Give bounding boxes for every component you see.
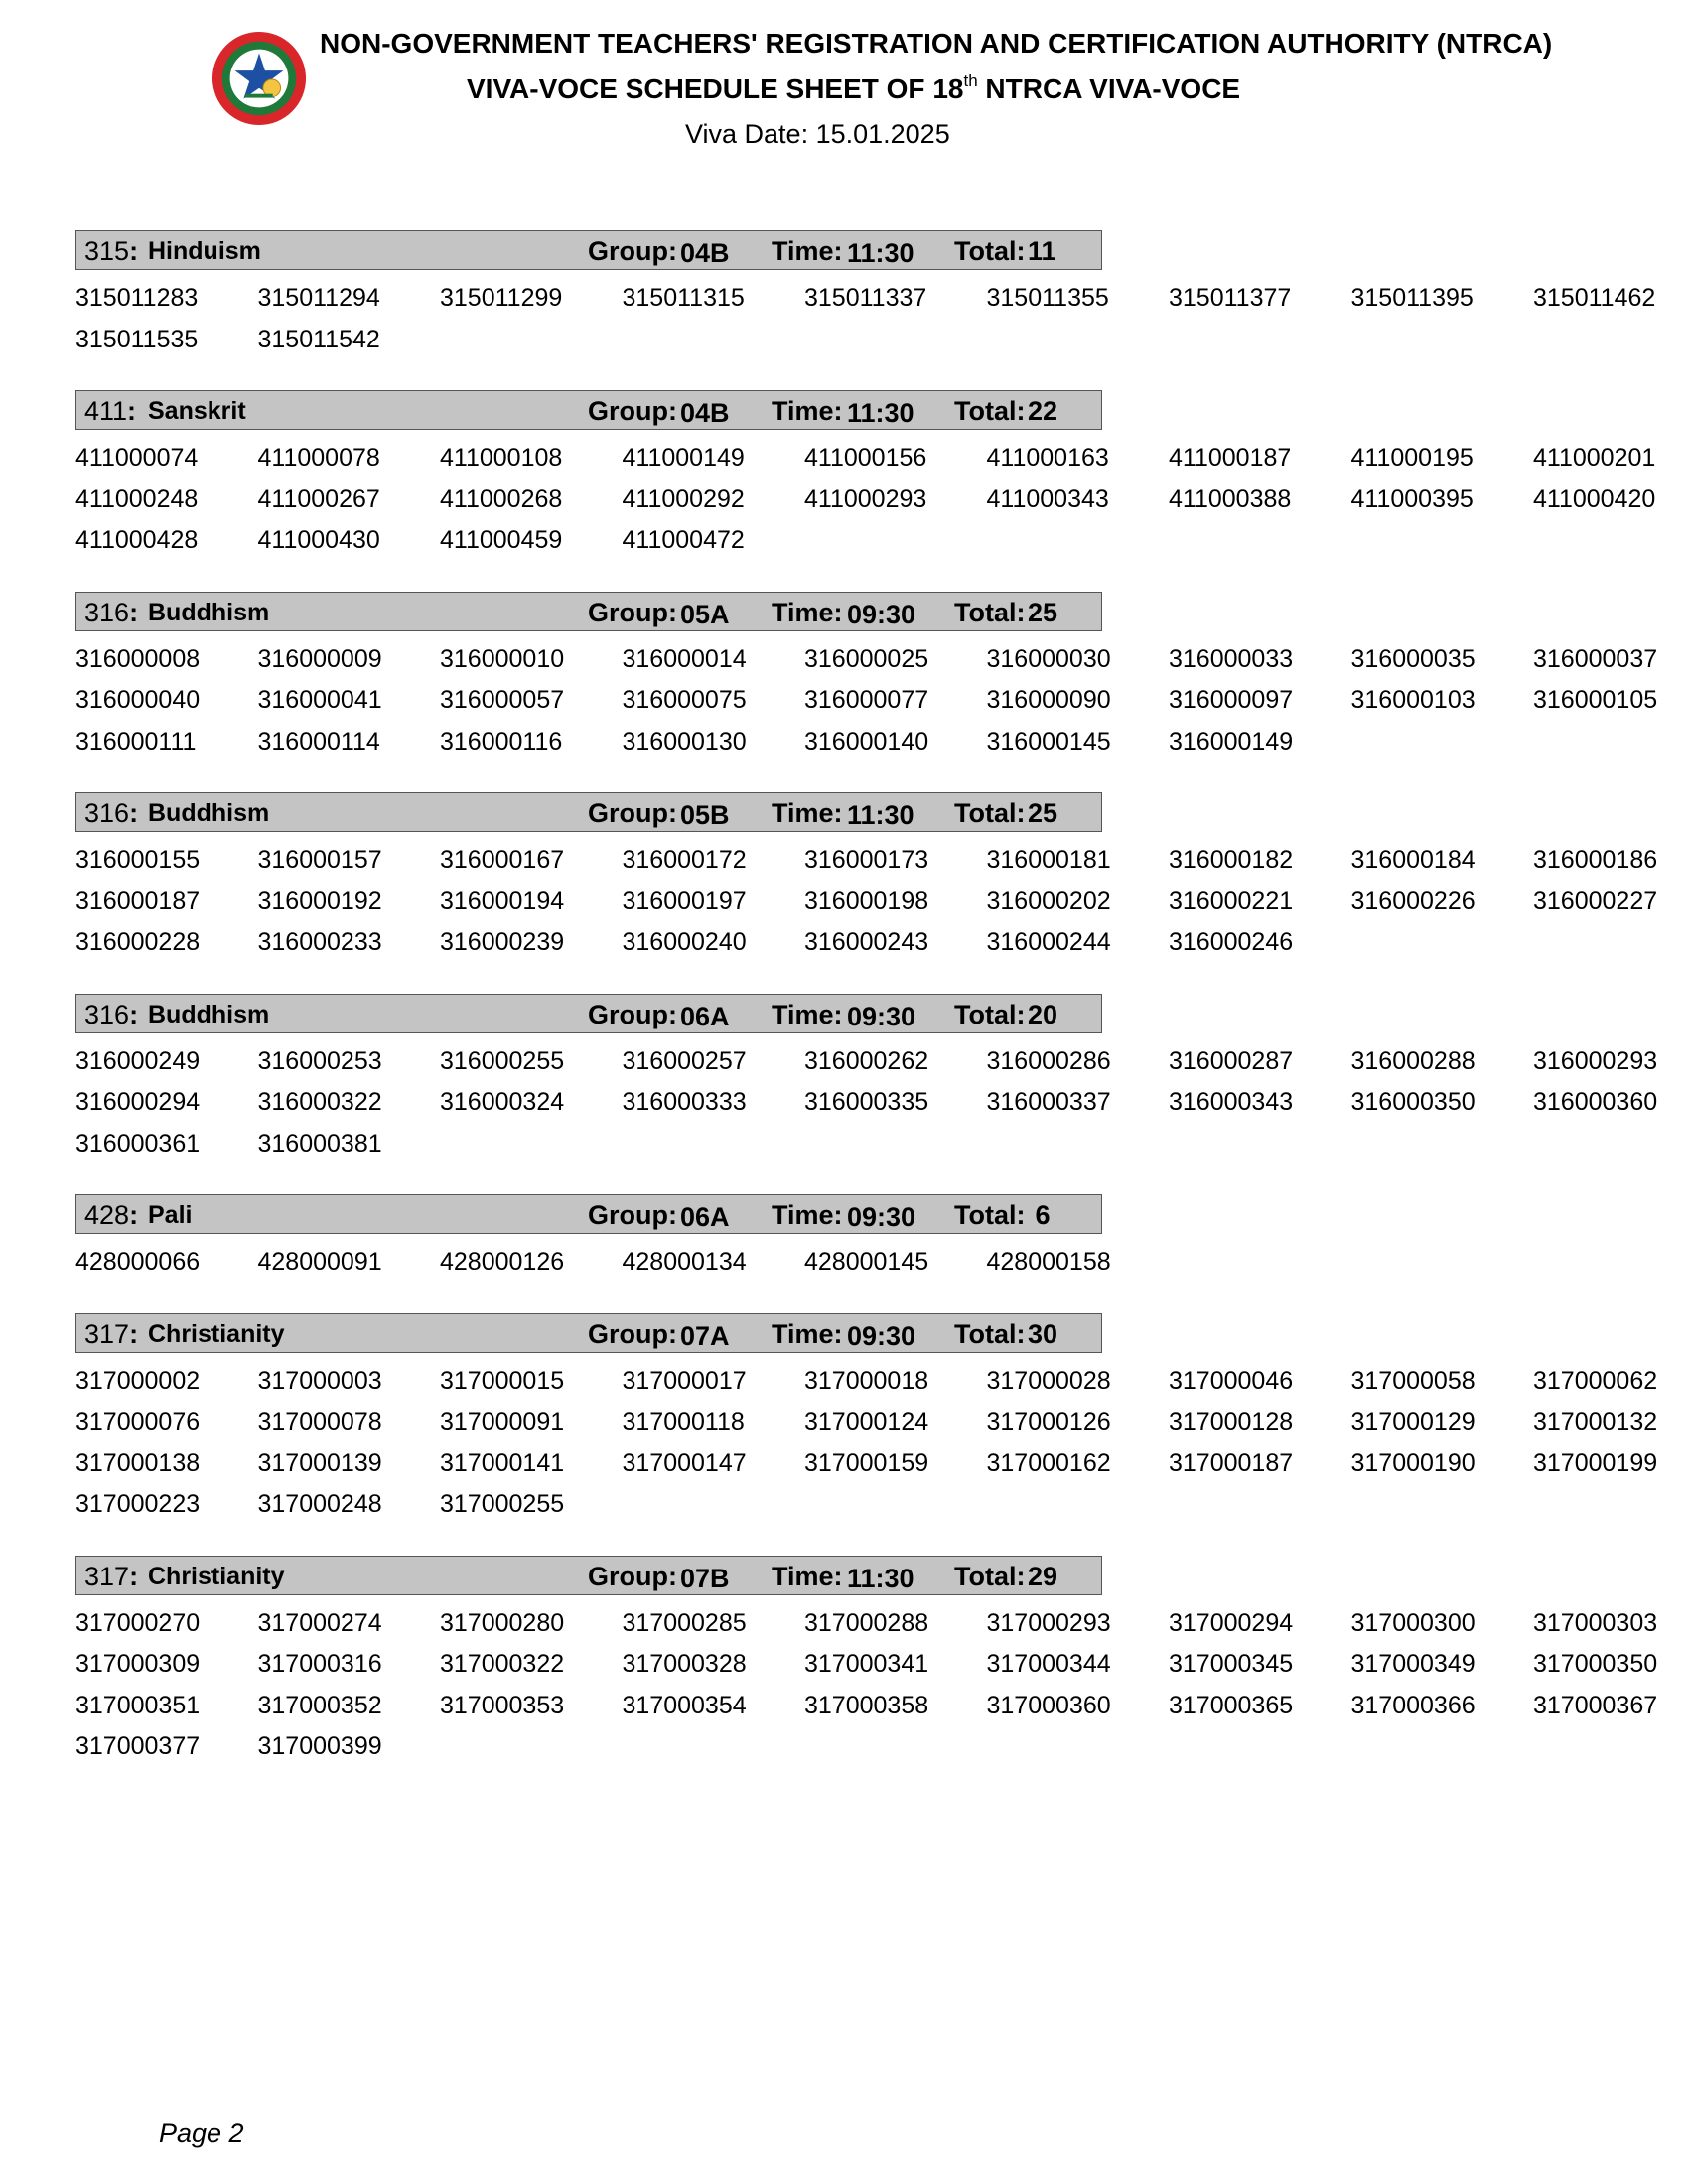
subject-code-wrap [84, 236, 138, 267]
roll-number: 411000248 [75, 484, 199, 513]
roll-number: 317000159 [804, 1448, 929, 1477]
time-value: 11:30 [847, 398, 914, 428]
roll-number: 315011535 [75, 325, 199, 353]
total-value: 6 [1028, 1200, 1051, 1230]
roll-number: 411000267 [257, 484, 380, 513]
roll-number: 316000249 [75, 1046, 201, 1075]
group-label: Group: [588, 1318, 677, 1349]
subject-code: 317 [84, 1318, 130, 1349]
schedule-section [75, 1313, 1664, 1526]
roll-number: 316000155 [75, 846, 201, 874]
total-label: Total: [954, 999, 1026, 1029]
group-label: Group: [588, 236, 677, 266]
roll-number: 316000187 [75, 887, 201, 915]
roll-number: 316000202 [986, 887, 1111, 915]
roll-number: 316000244 [986, 928, 1111, 956]
section-header [75, 592, 1102, 631]
schedule-section [75, 1194, 1664, 1284]
roll-number: 316000167 [440, 846, 565, 874]
code-separator: : [129, 597, 139, 627]
roll-number: 316000243 [804, 928, 929, 956]
code-separator: : [129, 1561, 139, 1591]
schedule-section [75, 592, 1664, 763]
roll-number: 316000337 [986, 1088, 1111, 1116]
subject-name: Christianity [148, 1562, 285, 1590]
roll-number: 316000186 [1533, 846, 1658, 874]
schedule-title [467, 73, 1360, 105]
authority-title: NON-GOVERNMENT TEACHERS' REGISTRATION AND CERTIFICATION AUTHORITY (NTRCA) [320, 28, 1553, 59]
roll-number: 316000361 [75, 1129, 201, 1158]
schedule-title-suffix: NTRCA VIVA-VOCE [977, 73, 1241, 104]
subject-code: 428 [84, 1200, 130, 1230]
roll-number: 411000108 [440, 444, 563, 472]
roll-number: 316000057 [440, 686, 565, 714]
roll-number: 317000344 [986, 1650, 1111, 1678]
roll-number: 411000149 [622, 444, 745, 472]
roll-number: 428000066 [75, 1248, 201, 1276]
roll-number: 316000145 [986, 727, 1111, 755]
roll-number: 411000430 [257, 526, 380, 554]
section-header [75, 230, 1102, 270]
roll-number: 316000227 [1533, 887, 1658, 915]
roll-number: 317000223 [75, 1490, 201, 1518]
roll-number: 317000351 [75, 1691, 201, 1719]
roll-number: 317000132 [1533, 1408, 1658, 1435]
roll-number: 317000124 [804, 1408, 929, 1435]
roll-number: 316000381 [257, 1129, 382, 1158]
roll-number: 316000130 [622, 727, 747, 755]
section-header [75, 994, 1102, 1033]
code-separator: : [129, 1318, 139, 1349]
code-separator: : [129, 1200, 139, 1230]
roll-number: 315011355 [986, 284, 1109, 312]
group-value: 07A [680, 1320, 730, 1351]
subject-code: 316 [84, 597, 130, 627]
subject-code: 317 [84, 1561, 130, 1591]
roll-number: 316000114 [257, 727, 380, 755]
roll-number: 428000091 [257, 1248, 382, 1276]
roll-number: 317000285 [622, 1608, 747, 1637]
roll-number: 411000187 [1169, 444, 1292, 472]
time-label: Time: [772, 1200, 843, 1230]
roll-number: 317000003 [257, 1366, 382, 1395]
group-label: Group: [588, 396, 677, 426]
roll-number: 317000366 [1350, 1691, 1476, 1719]
roll-number: 316000103 [1350, 686, 1476, 714]
roll-number: 317000076 [75, 1408, 201, 1435]
roll-number: 317000360 [986, 1691, 1111, 1719]
roll-number: 315011283 [75, 284, 199, 312]
roll-number: 316000111 [75, 727, 197, 755]
roll-number: 316000181 [986, 846, 1111, 874]
roll-number: 315011395 [1350, 284, 1474, 312]
subject-code: 411 [84, 396, 128, 426]
roll-number: 317000274 [257, 1608, 382, 1637]
roll-number: 316000288 [1350, 1046, 1476, 1075]
roll-number: 317000126 [986, 1408, 1111, 1435]
subject-code: 315 [84, 236, 130, 266]
group-label: Group: [588, 798, 677, 828]
time-label: Time: [772, 1318, 843, 1349]
roll-number: 428000145 [804, 1248, 929, 1276]
time-label: Time: [772, 236, 843, 266]
subject-code-wrap [84, 396, 136, 427]
roll-number: 317000139 [257, 1448, 382, 1477]
roll-number: 315011377 [1169, 284, 1292, 312]
roll-number: 316000333 [622, 1088, 747, 1116]
subject-code-wrap [84, 1200, 138, 1231]
roll-number: 316000194 [440, 887, 565, 915]
roll-number-grid [75, 1603, 1664, 1768]
roll-number: 317000288 [804, 1608, 929, 1637]
roll-number: 317000294 [1169, 1608, 1294, 1637]
roll-number: 316000192 [257, 887, 382, 915]
subject-code-wrap [84, 1319, 138, 1350]
roll-number-grid [75, 438, 1664, 562]
roll-number: 316000140 [804, 727, 929, 755]
roll-number: 428000134 [622, 1248, 747, 1276]
roll-number: 317000128 [1169, 1408, 1294, 1435]
roll-number: 316000025 [804, 644, 929, 673]
roll-number: 316000075 [622, 686, 747, 714]
section-header [75, 792, 1102, 832]
roll-number: 411000163 [986, 444, 1109, 472]
roll-number: 317000058 [1350, 1366, 1476, 1395]
total-value: 25 [1028, 798, 1058, 828]
roll-number: 317000015 [440, 1366, 565, 1395]
time-label: Time: [772, 1561, 843, 1591]
roll-number: 317000293 [986, 1608, 1111, 1637]
roll-number: 316000360 [1533, 1088, 1658, 1116]
roll-number: 315011294 [257, 284, 380, 312]
subject-name: Hinduism [148, 237, 261, 265]
roll-number: 316000322 [257, 1088, 382, 1116]
roll-number: 411000388 [1169, 484, 1292, 513]
time-label: Time: [772, 798, 843, 828]
roll-number: 316000262 [804, 1046, 929, 1075]
code-separator: : [129, 236, 139, 266]
roll-number: 316000239 [440, 928, 565, 956]
roll-number: 317000350 [1533, 1650, 1658, 1678]
roll-number: 316000255 [440, 1046, 565, 1075]
roll-number: 411000195 [1350, 444, 1474, 472]
roll-number: 317000316 [257, 1650, 382, 1678]
roll-number: 316000257 [622, 1046, 747, 1075]
roll-number: 315011299 [440, 284, 563, 312]
group-label: Group: [588, 999, 677, 1029]
roll-number: 316000033 [1169, 644, 1294, 673]
roll-number: 316000090 [986, 686, 1111, 714]
total-label: Total: [954, 1561, 1026, 1591]
roll-number: 315011462 [1533, 284, 1656, 312]
group-value: 06A [680, 1001, 730, 1031]
time-label: Time: [772, 396, 843, 426]
roll-number: 411000472 [622, 526, 745, 554]
total-label: Total: [954, 1200, 1026, 1230]
roll-number: 316000182 [1169, 846, 1294, 874]
roll-number: 317000322 [440, 1650, 565, 1678]
subject-code: 316 [84, 798, 130, 828]
roll-number: 317000118 [622, 1408, 745, 1435]
group-value: 06A [680, 1202, 730, 1232]
roll-number: 411000156 [804, 444, 927, 472]
schedule-title-prefix: VIVA-VOCE SCHEDULE SHEET OF 18 [467, 73, 964, 104]
roll-number: 316000105 [1533, 686, 1658, 714]
subject-code-wrap [84, 798, 138, 829]
roll-number: 316000286 [986, 1046, 1111, 1075]
schedule-section [75, 1556, 1664, 1768]
section-header [75, 390, 1102, 430]
total-label: Total: [954, 396, 1026, 426]
roll-number: 317000129 [1350, 1408, 1476, 1435]
schedule-title-sup: th [963, 71, 978, 90]
subject-name: Pali [148, 1201, 193, 1229]
roll-number: 317000367 [1533, 1691, 1658, 1719]
group-label: Group: [588, 1200, 677, 1230]
roll-number: 317000354 [622, 1691, 747, 1719]
roll-number: 317000309 [75, 1650, 201, 1678]
total-label: Total: [954, 1318, 1026, 1349]
roll-number: 317000141 [440, 1448, 565, 1477]
roll-number: 317000091 [440, 1408, 565, 1435]
roll-number: 317000147 [622, 1448, 747, 1477]
roll-number: 316000198 [804, 887, 929, 915]
roll-number: 317000002 [75, 1366, 201, 1395]
roll-number: 411000078 [257, 444, 380, 472]
schedule-section [75, 390, 1664, 562]
roll-number: 316000197 [622, 887, 747, 915]
subject-code-wrap [84, 1562, 138, 1592]
roll-number: 411000293 [804, 484, 927, 513]
roll-number: 411000292 [622, 484, 745, 513]
roll-number: 411000201 [1533, 444, 1656, 472]
roll-number: 316000041 [257, 686, 382, 714]
roll-number: 316000294 [75, 1088, 201, 1116]
roll-number: 317000377 [75, 1732, 201, 1760]
schedule-section [75, 994, 1664, 1165]
time-value: 11:30 [847, 800, 914, 830]
roll-number-grid [75, 1361, 1664, 1526]
roll-number-grid [75, 278, 1664, 360]
subject-name: Buddhism [148, 598, 270, 626]
roll-number: 316000116 [440, 727, 563, 755]
roll-number: 428000126 [440, 1248, 565, 1276]
roll-number: 317000328 [622, 1650, 747, 1678]
schedule-section [75, 792, 1664, 964]
group-label: Group: [588, 597, 677, 627]
viva-date: Viva Date: 15.01.2025 [685, 119, 950, 149]
group-label: Group: [588, 1561, 677, 1591]
group-value: 07B [680, 1563, 730, 1593]
code-separator: : [129, 999, 139, 1029]
group-value: 05B [680, 800, 730, 830]
subject-code-wrap [84, 1000, 138, 1030]
roll-number: 316000324 [440, 1088, 565, 1116]
roll-number: 315011337 [804, 284, 927, 312]
section-header [75, 1194, 1102, 1234]
time-value: 11:30 [847, 238, 914, 268]
roll-number: 316000226 [1350, 887, 1476, 915]
schedule-section [75, 230, 1664, 360]
group-value: 05A [680, 599, 730, 629]
total-value: 22 [1028, 396, 1058, 426]
roll-number: 316000287 [1169, 1046, 1294, 1075]
roll-number: 317000300 [1350, 1608, 1476, 1637]
total-value: 29 [1028, 1561, 1058, 1591]
group-value: 04B [680, 238, 730, 268]
roll-number: 316000184 [1350, 846, 1476, 874]
roll-number: 316000335 [804, 1088, 929, 1116]
roll-number: 317000353 [440, 1691, 565, 1719]
total-label: Total: [954, 236, 1026, 266]
roll-number: 316000293 [1533, 1046, 1658, 1075]
time-value: 11:30 [847, 1563, 914, 1593]
subject-code-wrap [84, 598, 138, 628]
roll-number: 315011315 [622, 284, 745, 312]
total-value: 30 [1028, 1318, 1058, 1349]
section-header [75, 1313, 1102, 1353]
roll-number-grid [75, 639, 1664, 763]
roll-number: 317000365 [1169, 1691, 1294, 1719]
roll-number: 317000345 [1169, 1650, 1294, 1678]
roll-number: 317000358 [804, 1691, 929, 1719]
roll-number: 411000420 [1533, 484, 1656, 513]
time-label: Time: [772, 597, 843, 627]
roll-number: 317000199 [1533, 1448, 1658, 1477]
subject-name: Buddhism [148, 1000, 270, 1028]
roll-number: 411000459 [440, 526, 563, 554]
roll-number: 411000395 [1350, 484, 1474, 513]
roll-number: 316000228 [75, 928, 201, 956]
time-label: Time: [772, 999, 843, 1029]
roll-number: 316000014 [622, 644, 747, 673]
roll-number: 317000046 [1169, 1366, 1294, 1395]
roll-number: 316000009 [257, 644, 382, 673]
roll-number: 316000097 [1169, 686, 1294, 714]
time-value: 09:30 [847, 599, 916, 629]
roll-number: 317000270 [75, 1608, 201, 1637]
roll-number: 316000240 [622, 928, 747, 956]
code-separator: : [129, 798, 139, 828]
roll-number: 317000341 [804, 1650, 929, 1678]
roll-number: 317000190 [1350, 1448, 1476, 1477]
page-number: Page 2 [159, 2118, 244, 2148]
total-value: 20 [1028, 999, 1058, 1029]
time-value: 09:30 [847, 1320, 916, 1351]
time-value: 09:30 [847, 1202, 916, 1232]
section-header [75, 1556, 1102, 1595]
roll-number: 316000221 [1169, 887, 1294, 915]
roll-number: 317000255 [440, 1490, 565, 1518]
total-label: Total: [954, 798, 1026, 828]
roll-number: 316000077 [804, 686, 929, 714]
roll-number: 316000172 [622, 846, 747, 874]
time-value: 09:30 [847, 1001, 916, 1031]
roll-number: 316000246 [1169, 928, 1294, 956]
roll-number-grid [75, 840, 1664, 964]
roll-number: 316000035 [1350, 644, 1476, 673]
ntrca-logo-icon [211, 30, 308, 127]
roll-number: 316000157 [257, 846, 382, 874]
roll-number: 317000303 [1533, 1608, 1658, 1637]
roll-number-grid [75, 1242, 1664, 1284]
group-value: 04B [680, 398, 730, 428]
roll-number: 411000343 [986, 484, 1109, 513]
subject-code: 316 [84, 999, 130, 1029]
roll-number: 316000037 [1533, 644, 1658, 673]
roll-number: 316000010 [440, 644, 565, 673]
roll-number: 317000078 [257, 1408, 382, 1435]
roll-number: 317000018 [804, 1366, 929, 1395]
total-value: 11 [1028, 236, 1056, 266]
roll-number: 317000187 [1169, 1448, 1294, 1477]
roll-number: 411000428 [75, 526, 199, 554]
roll-number: 316000149 [1169, 727, 1294, 755]
roll-number: 428000158 [986, 1248, 1111, 1276]
code-separator: : [127, 396, 137, 426]
schedule-sections [75, 230, 1664, 1798]
roll-number: 411000074 [75, 444, 199, 472]
roll-number: 317000399 [257, 1732, 382, 1760]
roll-number: 317000349 [1350, 1650, 1476, 1678]
roll-number: 316000343 [1169, 1088, 1294, 1116]
roll-number: 316000173 [804, 846, 929, 874]
total-value: 25 [1028, 597, 1058, 627]
subject-name: Sanskrit [148, 397, 246, 425]
roll-number: 316000040 [75, 686, 201, 714]
roll-number: 317000248 [257, 1490, 382, 1518]
roll-number: 317000352 [257, 1691, 382, 1719]
roll-number: 317000028 [986, 1366, 1111, 1395]
roll-number: 317000280 [440, 1608, 565, 1637]
roll-number: 315011542 [257, 325, 380, 353]
roll-number-grid [75, 1041, 1664, 1165]
total-label: Total: [954, 597, 1026, 627]
subject-name: Christianity [148, 1319, 285, 1348]
subject-name: Buddhism [148, 799, 270, 827]
roll-number: 316000008 [75, 644, 201, 673]
roll-number: 316000233 [257, 928, 382, 956]
roll-number: 316000030 [986, 644, 1111, 673]
roll-number: 317000062 [1533, 1366, 1658, 1395]
roll-number: 317000138 [75, 1448, 201, 1477]
roll-number: 316000253 [257, 1046, 382, 1075]
roll-number: 411000268 [440, 484, 563, 513]
roll-number: 317000017 [622, 1366, 747, 1395]
roll-number: 317000162 [986, 1448, 1111, 1477]
roll-number: 316000350 [1350, 1088, 1476, 1116]
